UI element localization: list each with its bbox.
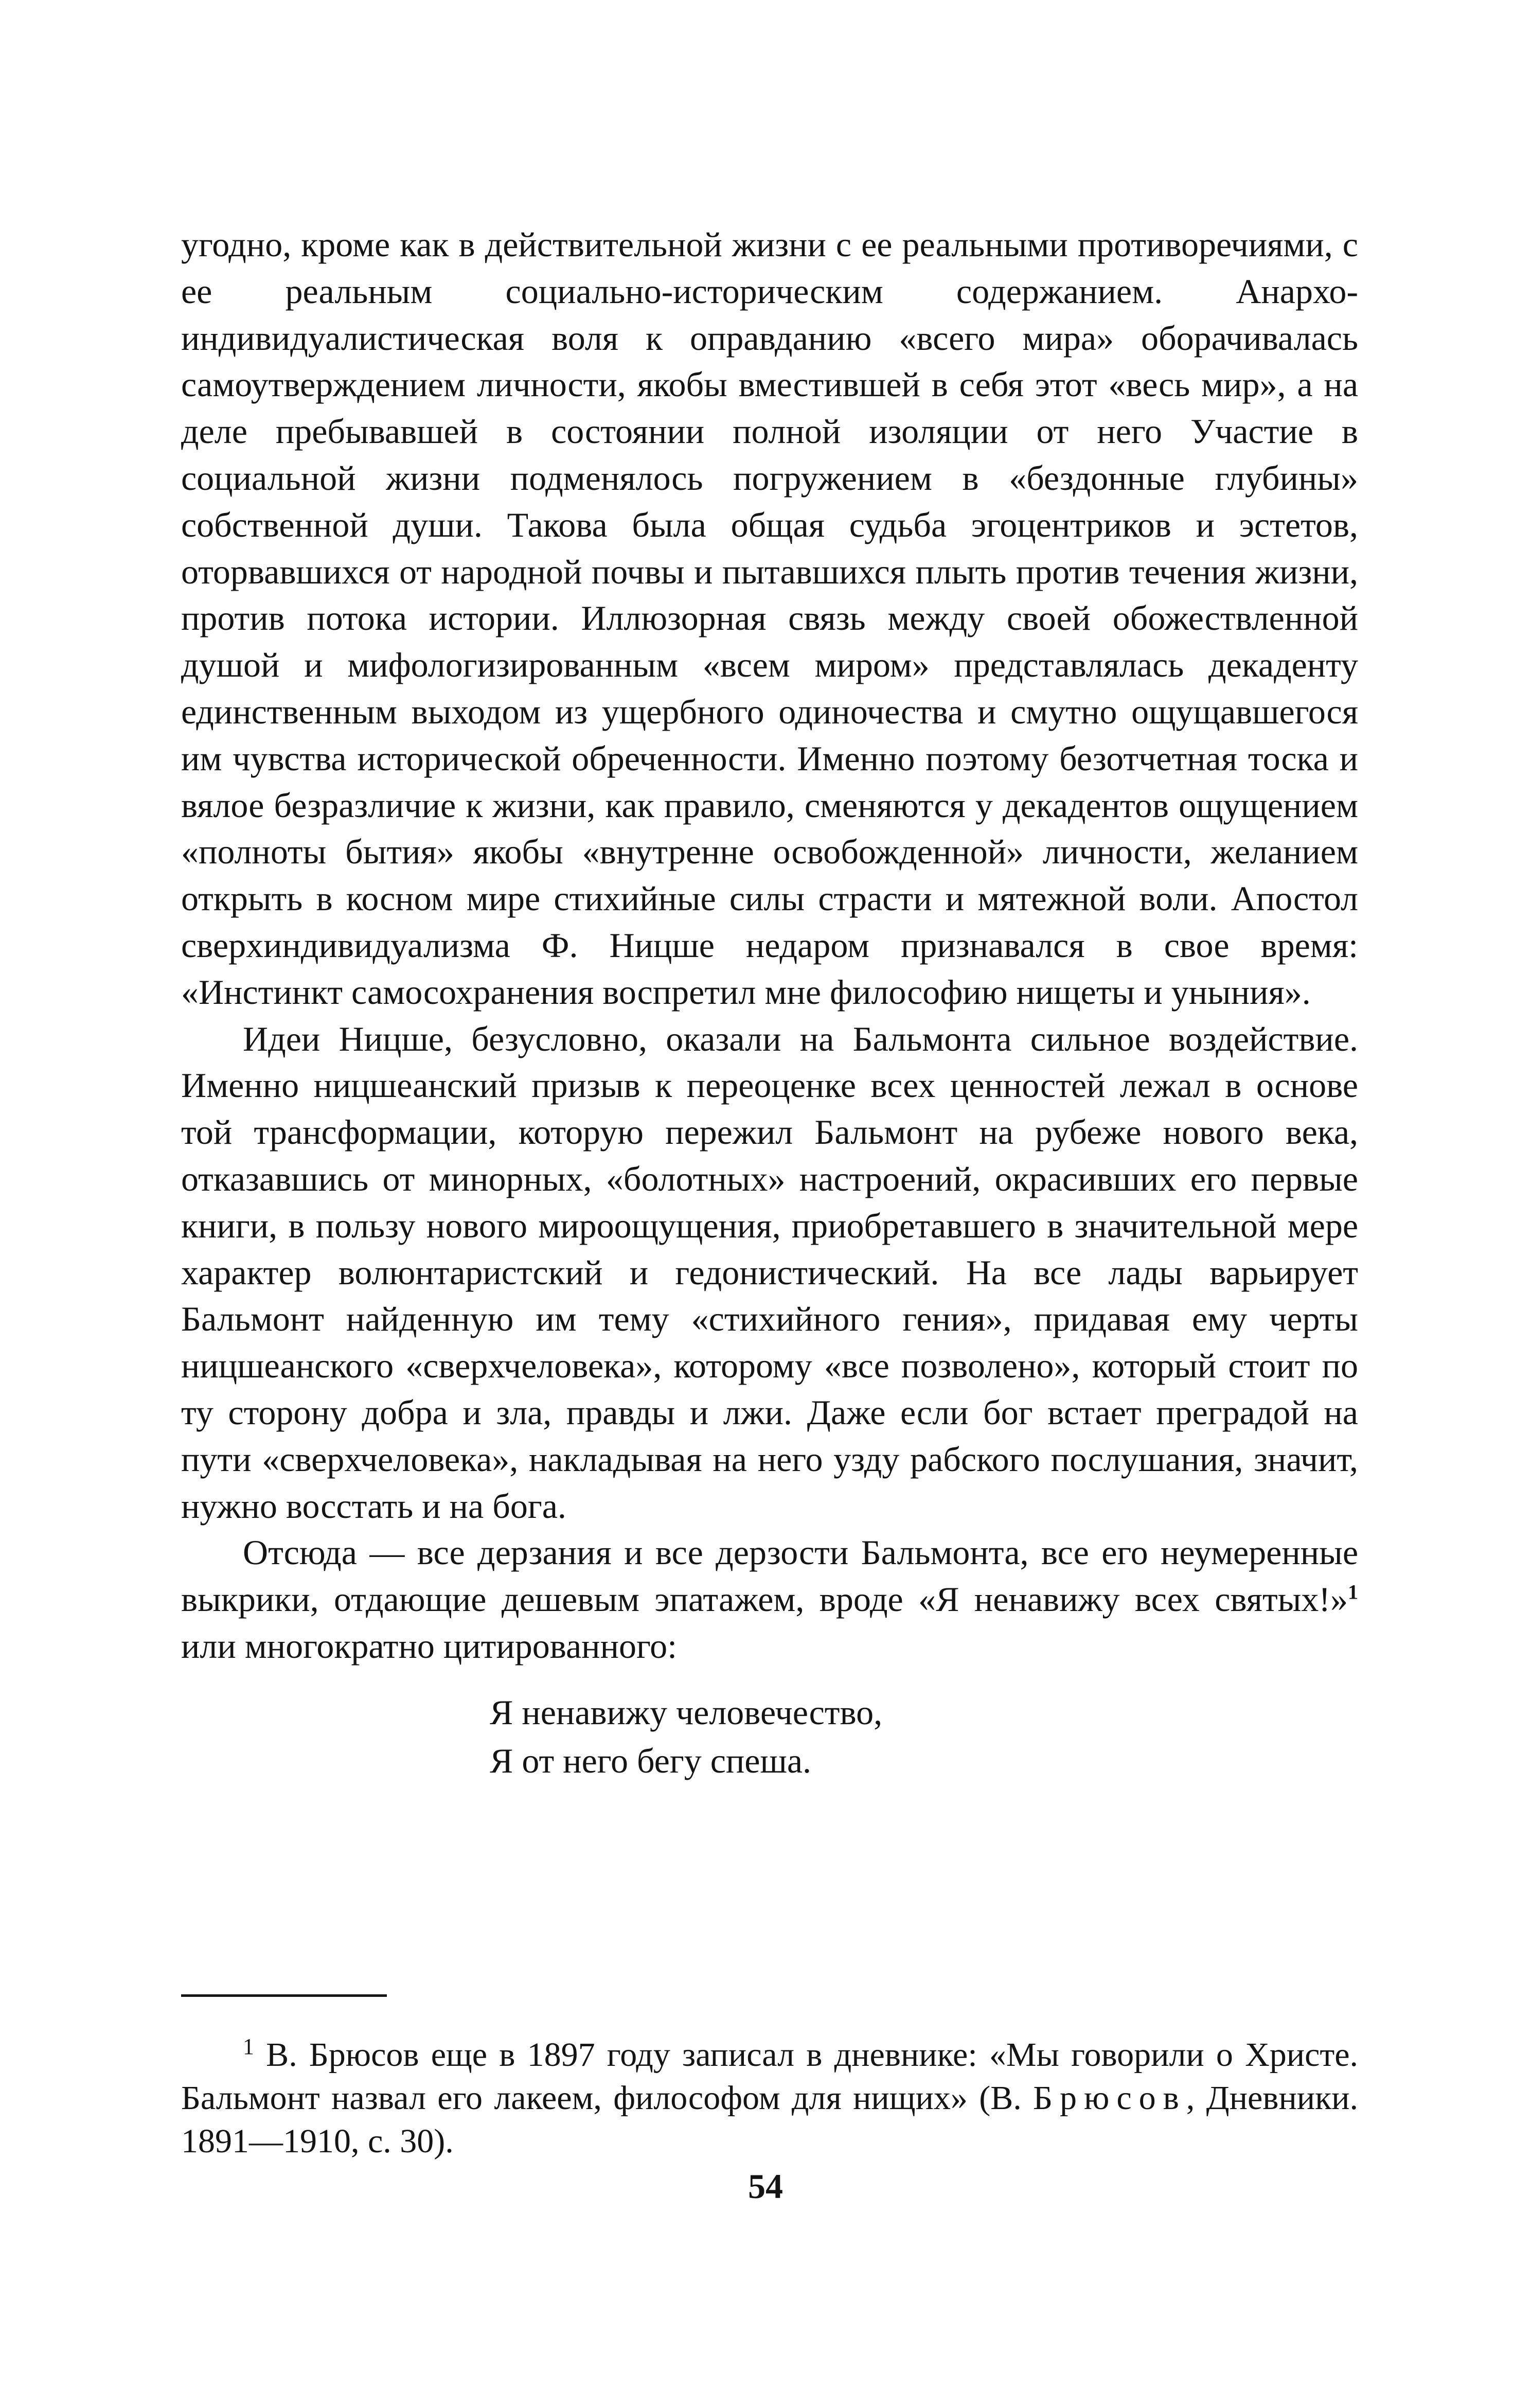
verse-line-2: Я от него бегу спеша. bbox=[490, 1741, 812, 1780]
paragraph-3 bbox=[181, 1529, 1358, 1669]
paragraph-1: угодно, кроме как в действительной жизни с ее реальными противоречиями, с ее реальным социально-историческим содержанием. Анархо-индивидуалистическая воля к оправданию «всего мира» оборачивалась самоутверждением личности, якобы вместившей в себя этот «весь мир», а на деле пребывавшей в состоянии полной изоляции от него Участие в социальной жизни подменялось погружением в «бездонные глубины» собственной души. Такова была общая судьба эгоцентриков и эстетов, оторвавшихся от народной почвы и пытавшихся плыть против течения жизни, против потока истории. Иллюзорная связь между своей обожествленной душой и мифологизированным «всем миром» представлялась декаденту единственным выходом из ущербного одиночества и смутно ощущавшегося им чувства исторической обреченности. Именно поэтому безотчетная тоска и вялое безразличие к жизни, как правило, сменяются у декадентов ощущением «полноты бытия» якобы «внутренне освобожденной» личности, желанием открыть в косном мире стихийные силы страсти и мятежной воли. Апостол сверхиндивидуализма Ф. Ницше недаром признавался в свое время: «Инстинкт самосохранения воспретил мне философию нищеты и уныния». bbox=[181, 225, 1358, 1012]
footnote-text-tail: , Дневники. 1891—1910, с. 30). bbox=[181, 2079, 1358, 2160]
footnote-author: Брюсов bbox=[1033, 2079, 1186, 2117]
footnote-text: В. Брюсов еще в 1897 году записал в дневнике: «Мы говорили о Христе. Бальмонт назвал его лакеем, философом для нищих» (В. bbox=[181, 2036, 1358, 2117]
verse-quote bbox=[181, 1688, 1358, 1785]
verse-line-1: Я ненавижу человечество, bbox=[490, 1692, 883, 1732]
page-number: 54 bbox=[748, 2167, 783, 2206]
paragraph-3-text: Отсюда — все дерзания и все дерзости Бальмонта, все его неумеренные выкрики, отдающие дешевым эпатажем, вроде «Я ненавижу всех святых!» bbox=[181, 1533, 1358, 1619]
footnote-divider bbox=[181, 1994, 387, 1997]
footnote-mark: 1 bbox=[243, 2034, 254, 2059]
footnote-reference: 1 bbox=[1348, 1580, 1358, 1604]
footnote bbox=[181, 2033, 1358, 2163]
paragraph-3-tail: или многократно цитированного: bbox=[181, 1626, 678, 1666]
paragraph-2: Идеи Ницше, безусловно, оказали на Бальмонта сильное воздействие. Именно ницшеанский призыв к переоценке всех ценностей лежал в основе той трансформации, которую пережил Бальмонт на рубеже нового века, отказавшись от минорных, «болотных» настроений, окрасивших его первые книги, в пользу нового мироощущения, приобретавшего в значительной мере характер волюнтаристский и гедонистический. На все лады варьирует Бальмонт найденную им тему «стихийного гения», придавая ему черты ницшеанского «сверхчеловека», которому «все позволено», который стоит по ту сторону добра и зла, правды и лжи. Даже если бог встает преградой на пути «сверхчеловека», накладывая на него узду рабского послушания, значит, нужно восстать и на бога. bbox=[181, 1019, 1358, 1526]
main-text bbox=[181, 221, 1358, 1785]
